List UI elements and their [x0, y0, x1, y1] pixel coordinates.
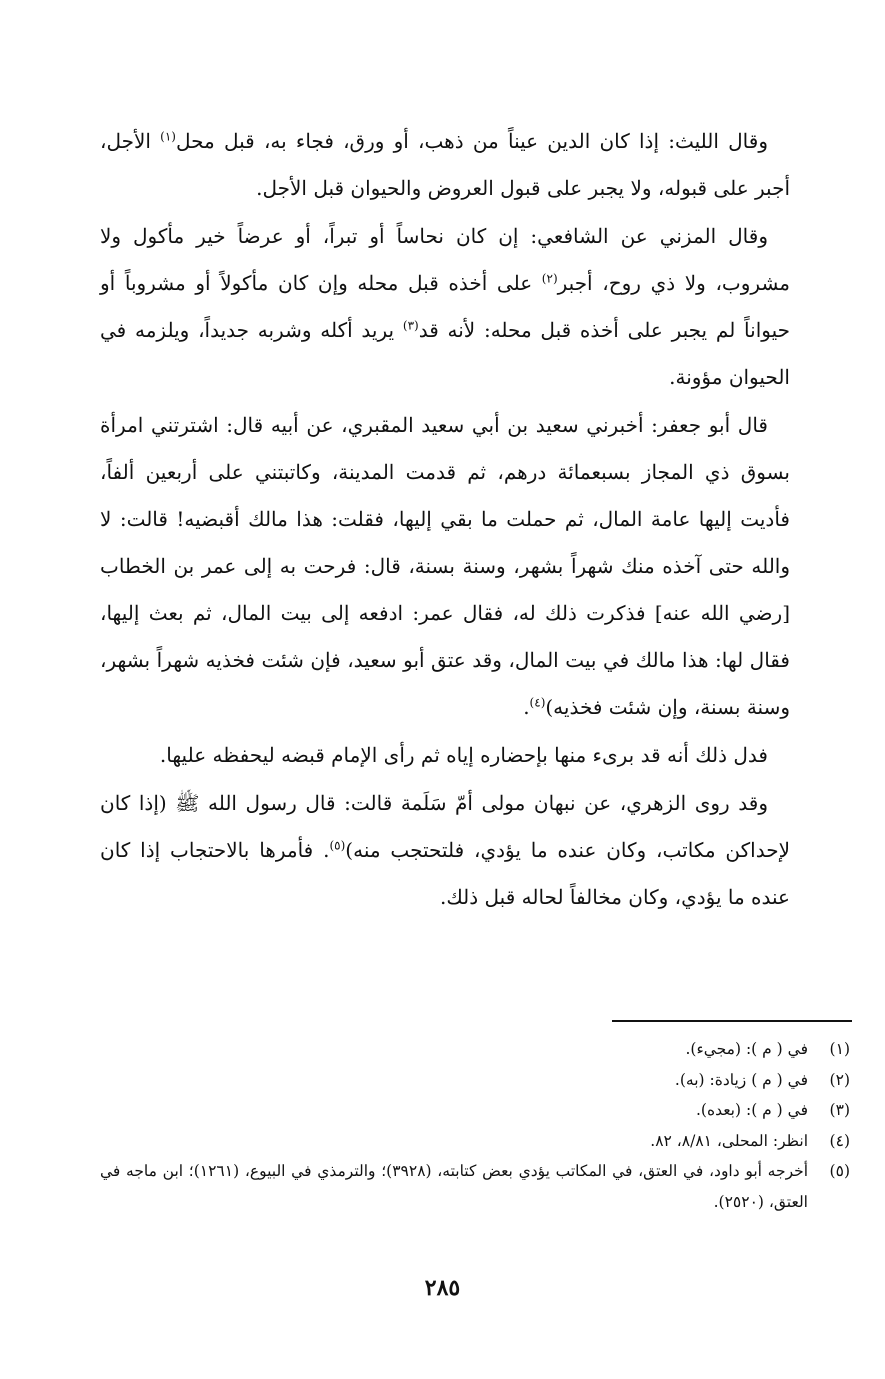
footnote-ref: (٤): [529, 695, 546, 710]
footnote-text: أخرجه أبو داود، في العتق، في المكاتب يؤدي بعض كتابته، (٣٩٢٨)؛ والترمذي في البيوع، (١٢٦١)؛ ابن ماجه في العتق، (٢٥٢٠).: [100, 1162, 809, 1211]
footnotes: [100, 1034, 850, 1217]
paragraph: [100, 118, 790, 212]
footnote-text: في ( م ) زيادة: (به).: [674, 1070, 808, 1089]
paragraph: [100, 780, 790, 921]
footnote: [100, 1065, 850, 1096]
footnote-number: (٢): [829, 1070, 850, 1089]
text-segment: . فأمرها بالاحتجاب إذا كان عنده ما يؤدي، وكان مخالفاً لحاله قبل ذلك.: [100, 838, 790, 909]
text-segment: .: [523, 695, 530, 719]
footnote: [100, 1126, 850, 1157]
footnote-number: (١): [829, 1040, 850, 1058]
footnote: [100, 1034, 850, 1065]
footnote-number: (٥): [829, 1162, 850, 1180]
paragraph: [100, 402, 790, 731]
footnote-divider: [612, 1020, 852, 1022]
footnote-text: في ( م ): (مجيء).: [685, 1040, 808, 1058]
footnote: [100, 1095, 850, 1126]
text-segment: وقال الليث: إذا كان الدين عيناً من ذهب، أو ورق، فجاء به، قبل محل: [175, 129, 768, 153]
footnote: [100, 1156, 850, 1217]
paragraph: [100, 732, 790, 779]
footnote-ref: (١): [160, 129, 176, 144]
text-segment: يريد أكله وشربه جديداً، ويلزمه في الحيوان مؤونة.: [100, 318, 790, 389]
footnote-text: في ( م ): (بعده).: [695, 1101, 808, 1119]
footnote-number: (٣): [829, 1101, 850, 1119]
main-text: [100, 118, 790, 922]
text-segment: قال أبو جعفر: أخبرني سعيد بن أبي سعيد المقبري، عن أبيه قال: اشترتني امرأة بسوق ذي المجاز بسبعمائة درهم، ثم قدمت المدينة، وكاتبتني على أربعين ألفاً، فأديت إليها عامة المال، ثم حملت ما بقي إليها، فقلت: هذا مالك أقبضيه! قالت: لا والله حتى آخذه منك شهراً بشهر، وسنة بسنة، قال: فرحت به إلى عمر بن الخطاب [رضي الله عنه] فذكرت ذلك له، فقال عمر: ادفعه إلى بيت المال، ثم بعث إليها، فقال لها: هذا مالك في بيت المال، وقد عتق أبو سعيد، فإن شئت فخذيه شهراً بشهر، وسنة بسنة، وإن شئت فخذيه): [100, 413, 790, 719]
footnote-text: انظر: المحلى، ٨/٨١، ٨٢.: [650, 1131, 808, 1150]
paragraph: [100, 213, 790, 401]
text-segment: وقد روى الزهري، عن نبهان مولى أمّ سَلَمة قالت: قال رسول الله ﷺ (إذا كان لإحداكن مكاتب، وكان عنده ما يؤدي، فلتحتجب منه): [100, 791, 791, 862]
text-segment: فدل ذلك أنه قد برىء منها بإحضاره إياه ثم رأى الإمام قبضه ليحفظه عليها.: [159, 743, 768, 767]
footnote-ref: (٥): [329, 838, 346, 853]
text-segment: وقال المزني عن الشافعي: إن كان نحاساً أو تبراً، أو عرضاً خير مأكول ولا مشروب، ولا ذي روح، أجبر: [100, 224, 790, 295]
text-segment: الأجل، أجبر على قبوله، ولا يجبر على قبول العروض والحيوان قبل الأجل.: [100, 129, 790, 200]
footnote-ref: (٢): [541, 271, 558, 286]
text-segment: على أخذه قبل محله وإن كان مأكولاً أو مشروباً أو حيواناً لم يجبر على أخذه قبل محله: لأنه قد: [100, 271, 790, 342]
footnote-ref: (٣): [402, 318, 419, 333]
page-number: ٢٨٥: [424, 1275, 461, 1301]
footnote-number: (٤): [829, 1131, 850, 1150]
